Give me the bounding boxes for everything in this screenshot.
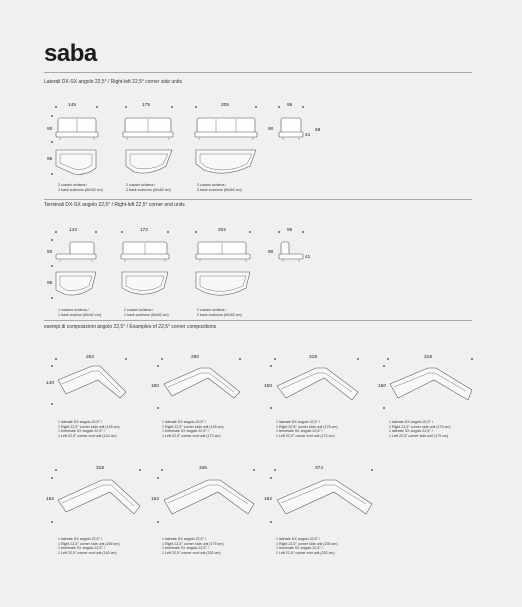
end-unit-width-3: 202	[218, 228, 227, 233]
side-view-height: 90	[268, 127, 274, 132]
side-unit-note-1: 2 cuscini schiena / 2 back cushions (60x52 cm)	[58, 183, 103, 192]
side-view-seat-height: 41	[305, 133, 311, 138]
composition-7-width: 374	[315, 466, 324, 471]
side-view-arm-height: 68	[315, 128, 321, 133]
composition-4-description: 1 laterale DX angolo 22,5° / 1 Right 22,5° corner side unit (175 cm) 1 laterale SX angolo 22,5° / 1 Left 22,5° corner side unit (175 cm)	[389, 420, 451, 438]
end-unit-note-3: 2 cuscini schiena / 2 back cushions (60x52 cm)	[197, 308, 242, 317]
side-unit-note-2: 2 cuscini schiena / 2 back cushions (60x52 cm)	[126, 183, 171, 192]
brand-logo: saba	[44, 40, 97, 67]
composition-6-width: 346	[199, 466, 208, 471]
composition-7-description: 1 laterale DX angolo 22,5° / 1 Right 22,5° corner side unit (205 cm) 1 terminale SX angolo 22,5° / 1 Left 22,5° corner end unit (202 cm)	[276, 537, 338, 555]
composition-3-description: 1 laterale DX angolo 22,5° / 1 Right 22,5° corner side unit (175 cm) 1 terminale SX angolo 22,5° / 1 Left 22,5° corner end unit (172 cm)	[276, 420, 338, 438]
composition-6-depth: 162	[151, 497, 160, 502]
end-unit-note-1: 1 cuscino schiena / 1 back cushion (60x52 cm)	[58, 308, 101, 317]
side-unit-depth: 95	[47, 157, 53, 162]
side-view-width: 95	[287, 103, 293, 108]
section-title-end-units: Terminali DX-SX angolo 22,5° / Right-left 22,5° corner end units	[44, 202, 185, 208]
composition-7-depth: 162	[264, 497, 273, 502]
side-unit-note-3: 3 cuscini schiena / 3 back cushions (60x52 cm)	[197, 183, 242, 192]
end-unit-width-1: 142	[69, 228, 78, 233]
end-side-view-width: 95	[287, 228, 293, 233]
side-unit-width-2: 175	[142, 103, 151, 108]
composition-5-width: 318	[96, 466, 105, 471]
composition-2-width: 290	[191, 355, 200, 360]
composition-1-description: 1 laterale DX angolo 22,5° / 1 Right 22,5° corner side unit (145 cm) 1 terminale SX angolo 22,5° / 1 Left 22,5° corner end unit (142 cm)	[58, 420, 120, 438]
side-unit-width-3: 205	[221, 103, 230, 108]
composition-3-width: 318	[309, 355, 318, 360]
section-title-side-units: Laterali DX-SX angolo 22,5° / Right-left 22,5° corner side units	[44, 79, 182, 85]
end-side-view-height: 90	[268, 250, 274, 255]
end-side-view-seat-height: 41	[305, 255, 311, 260]
composition-2-description: 1 laterale DX angolo 22,5° / 1 Right 22,5° corner side unit (145 cm) 1 terminale SX angolo 22,5° / 1 Left 22,5° corner end unit (172 cm)	[162, 420, 224, 438]
composition-3-depth: 150	[264, 384, 273, 389]
composition-5-depth: 162	[46, 497, 55, 502]
end-unit-height: 90	[47, 250, 53, 255]
composition-1-width: 262	[86, 355, 95, 360]
composition-1-depth: 140	[46, 381, 55, 386]
section-title-compositions: esempi di composizioni angolo 22,5° / Examples of 22,5° corner compositions	[44, 324, 217, 330]
composition-6-description: 1 laterale DX angolo 22,5° / 1 Right 22,5° corner side unit (175 cm) 1 terminale SX angolo 22,5° / 1 Left 22,5° corner end unit (202 cm)	[162, 537, 224, 555]
composition-2-depth: 150	[151, 384, 160, 389]
end-unit-width-2: 172	[140, 228, 149, 233]
composition-4-depth: 150	[378, 384, 387, 389]
composition-4-width: 318	[424, 355, 433, 360]
side-unit-height: 90	[47, 127, 53, 132]
end-unit-note-2: 2 cuscini schiena / 2 back cushions (60x52 cm)	[124, 308, 169, 317]
side-unit-width-1: 145	[68, 103, 77, 108]
composition-5-description: 1 laterale DX angolo 22,5° / 1 Right 22,5° corner side unit (205 cm) 1 terminale SX angolo 22,5° / 1 Left 22,5° corner end unit (142 cm)	[58, 537, 120, 555]
end-unit-depth: 95	[47, 281, 53, 286]
